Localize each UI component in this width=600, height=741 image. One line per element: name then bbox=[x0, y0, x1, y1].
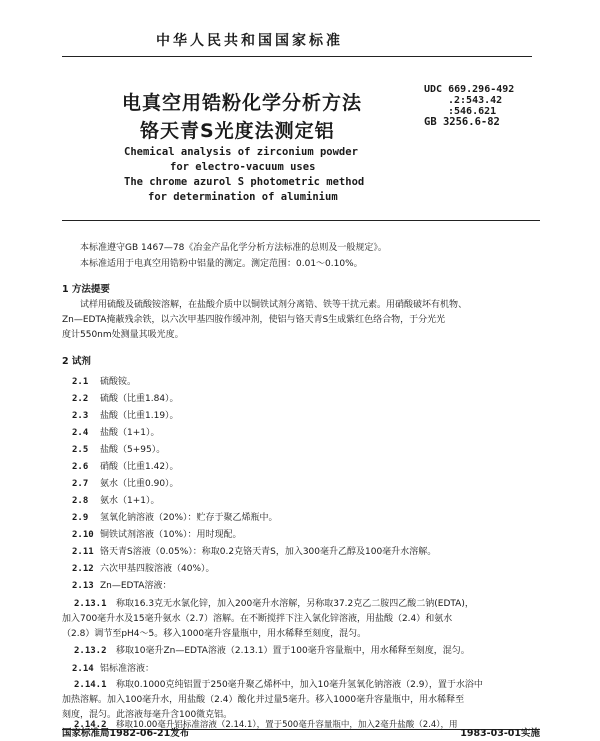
item-text: 氢氧化钠溶液（20%）：贮存于聚乙烯瓶中。 bbox=[100, 513, 278, 523]
item-number: 2.14 bbox=[72, 664, 94, 674]
sub-2-14-1-line-3: 刻度，混匀。此溶液每毫升含100微克铝。 bbox=[62, 710, 233, 720]
item-number: 2.6 bbox=[72, 462, 89, 472]
item-text: 氨水（比重0.90）。 bbox=[100, 479, 179, 489]
item-text: 盐酸（5+95）。 bbox=[100, 445, 166, 455]
title-rule bbox=[62, 220, 540, 221]
sub-2-13-2 bbox=[74, 644, 470, 659]
item-text: 称取0.1000克纯铝置于250毫升聚乙烯杯中，加入10毫升氢氧化钠溶液（2.9），置于水浴中 bbox=[116, 680, 483, 690]
item-text: 硝酸（比重1.42）。 bbox=[100, 462, 179, 472]
footer bbox=[62, 725, 540, 739]
sub-2-14-1-line-2: 加热溶解。加入100毫升水，用盐酸（2.4）酸化并过量5毫升。移入1000毫升容量瓶中，用水稀释至 bbox=[62, 695, 465, 705]
udc-line-2: .2:543.42 bbox=[448, 95, 503, 106]
item-number: 2.12 bbox=[72, 564, 94, 574]
item-number: 2.14.1 bbox=[74, 680, 107, 690]
title-cn-line-2: 铬天青S光度法测定铝 bbox=[140, 120, 335, 142]
item-number: 2.5 bbox=[72, 445, 89, 455]
reagent-item bbox=[72, 391, 179, 404]
title-cn-line-1: 电真空用锆粉化学分析方法 bbox=[122, 92, 363, 114]
reagent-item bbox=[72, 527, 242, 540]
item-number: 2.1 bbox=[72, 377, 89, 387]
reagent-item bbox=[72, 459, 179, 472]
reagent-item bbox=[72, 442, 165, 455]
item-text: 盐酸（比重1.19）。 bbox=[100, 411, 179, 421]
item-text: 铝标准溶液： bbox=[100, 664, 155, 674]
reagent-item bbox=[72, 476, 179, 489]
intro-line-1: 本标准遵守GB 1467—78《冶金产品化学分析方法标准的总则及一般规定》。 bbox=[80, 243, 387, 253]
item-text: 铬天青S溶液（0.05%）：称取0.2克铬天青S，加入300毫升乙醇及100毫升水溶解。 bbox=[100, 547, 437, 557]
item-number: 2.4 bbox=[72, 428, 89, 438]
item-number: 2.2 bbox=[72, 394, 89, 404]
section-1-heading: 1 方法提要 bbox=[62, 284, 110, 295]
reagent-item bbox=[72, 578, 171, 591]
section-1-line-3: 度计550nm处测量其吸光度。 bbox=[62, 330, 184, 340]
reagent-item bbox=[72, 425, 160, 438]
item-text: 移取10.00毫升铝标准溶液（2.14.1），置于500毫升容量瓶中，加入2毫升盐酸（2.4），用 bbox=[116, 720, 458, 730]
title-en-line-4: for determination of aluminium bbox=[148, 191, 338, 203]
section-2-heading: 2 试剂 bbox=[62, 356, 91, 367]
item-number: 2.11 bbox=[72, 547, 94, 557]
item-text: 六次甲基四胺溶液（40%）。 bbox=[100, 564, 215, 574]
title-en-line-2: for electro-vacuum uses bbox=[170, 161, 316, 173]
item-text: 称取16.3克无水氯化锌，加入200毫升水溶解，另称取37.2克乙二胺四乙酸二钠(EDTA)， bbox=[116, 599, 474, 609]
item-number: 2.13 bbox=[72, 581, 94, 591]
item-text: 硫酸铵。 bbox=[100, 377, 137, 387]
gb-number: GB 3256.6-82 bbox=[424, 116, 500, 128]
title-en-line-1: Chemical analysis of zirconium powder bbox=[124, 146, 358, 158]
section-1-line-1: 试样用硫酸及硫酸铵溶解，在盐酸介质中以铜铁试剂分离锆、铁等干扰元素。用硝酸破坏有机物、 bbox=[80, 300, 468, 310]
reagent-item bbox=[72, 408, 179, 421]
reagent-item bbox=[72, 544, 436, 557]
national-standard-heading: 中华人民共和国国家标准 bbox=[156, 33, 343, 49]
reagent-item bbox=[72, 661, 154, 674]
item-text: 硫酸（比重1.84）。 bbox=[100, 394, 179, 404]
title-en-line-3: The chrome azurol S photometric method bbox=[124, 176, 365, 188]
issued-date: 国家标准局1982-06-21发布 bbox=[62, 728, 190, 739]
sub-2-13-1-line-2: 加入700毫升水及15毫升氨水（2.7）溶解。在不断搅拌下注入氯化锌溶液，用盐酸（2.4）和氨水 bbox=[62, 614, 453, 624]
item-number: 2.14.2 bbox=[74, 720, 107, 730]
sub-2-13-1-line-1 bbox=[74, 597, 474, 612]
udc-line-1: UDC 669.296-492 bbox=[424, 84, 515, 95]
item-number: 2.13.2 bbox=[74, 646, 107, 656]
item-number: 2.7 bbox=[72, 479, 89, 489]
item-number: 2.9 bbox=[72, 513, 89, 523]
item-number: 2.8 bbox=[72, 496, 89, 506]
reagent-item bbox=[72, 493, 160, 506]
item-text: 氨水（1+1）。 bbox=[100, 496, 160, 506]
effective-date: 1983-03-01实施 bbox=[460, 728, 540, 739]
udc-line-3: :546.621 bbox=[448, 106, 497, 117]
reagent-item bbox=[72, 510, 278, 523]
item-text: 铜铁试剂溶液（10%）：用时现配。 bbox=[100, 530, 242, 540]
sub-2-14-1-line-1 bbox=[74, 678, 483, 693]
item-text: 移取10毫升Zn—EDTA溶液（2.13.1）置于100毫升容量瓶中，用水稀释至刻度，混匀。 bbox=[116, 646, 470, 656]
item-text: Zn—EDTA溶液： bbox=[100, 581, 172, 591]
item-number: 2.10 bbox=[72, 530, 94, 540]
item-number: 2.3 bbox=[72, 411, 89, 421]
reagent-item bbox=[72, 561, 215, 574]
intro-line-2: 本标准适用于电真空用锆粉中铝量的测定。测定范围：0.01～0.10%。 bbox=[80, 259, 363, 269]
item-number: 2.13.1 bbox=[74, 599, 107, 609]
udc-code bbox=[424, 84, 514, 117]
sub-2-13-1-line-3: （2.8）调节至pH4～5。移入1000毫升容量瓶中，用水稀释至刻度，混匀。 bbox=[62, 629, 367, 639]
header-rule bbox=[62, 56, 532, 57]
item-text: 盐酸（1+1）。 bbox=[100, 428, 160, 438]
section-1-line-2: Zn—EDTA掩蔽残余铁，以六次甲基四胺作缓冲剂，使铝与铬天青S生成紫红色络合物，于分光光 bbox=[62, 315, 446, 325]
reagent-item bbox=[72, 374, 136, 387]
